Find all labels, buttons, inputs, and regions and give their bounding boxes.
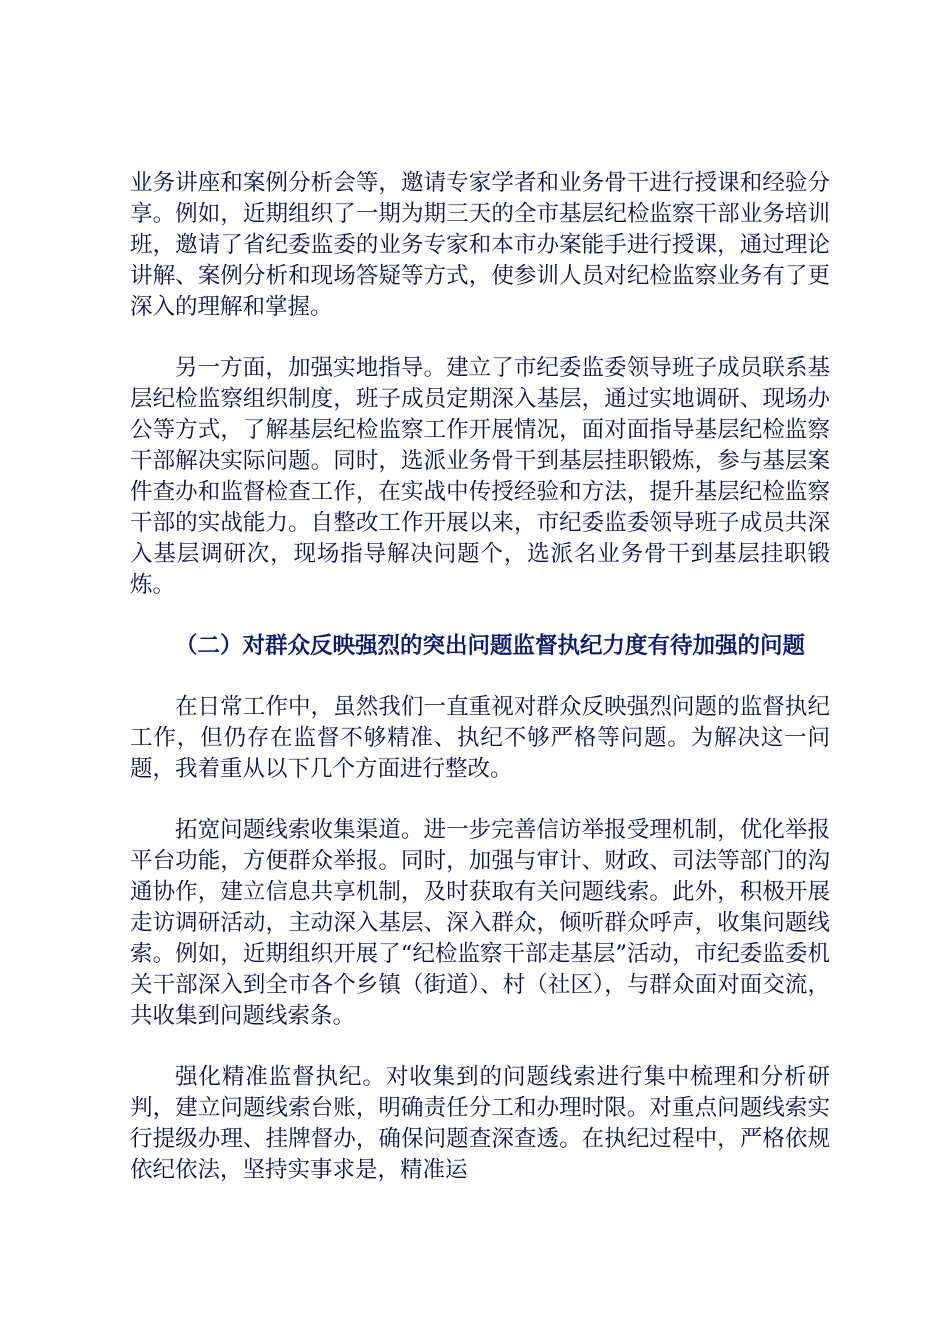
paragraph-precise-supervision: 强化精准监督执纪。对收集到的问题线索进行集中梳理和分析研判，建立问题线索台账，明确责任分工和办理时限。对重点问题线索实行提级办理、挂牌督办，确保问题查深查透。在执纪过程中，严格依规依纪依法，坚持实事求是，精准运 [130, 1064, 830, 1183]
section-heading: （二）对群众反映强烈的突出问题监督执纪力度有待加强的问题 [175, 633, 806, 659]
paragraph-field-guidance: 另一方面，加强实地指导。建立了市纪委监委领导班子成员联系基层纪检监察组织制度，班子成员定期深入基层，通过实地调研、现场办公等方式，了解基层纪检监察工作开展情况，面对面指导基层纪检监察干部解决实际问题。同时，选派业务骨干到基层挂职锻炼，参与基层案件查办和监督检查工作，在实战中传授经验和方法，提升基层纪检监察干部的实战能力。自整改工作开展以来，市纪委监委领导班子成员共深入基层调研次，现场指导解决问题个，选派名业务骨干到基层挂职锻炼。 [130, 355, 830, 598]
paragraph-problem-overview: 在日常工作中，虽然我们一直重视对群众反映强烈问题的监督执纪工作，但仍存在监督不够精准、执纪不够严格等问题。为解决这一问题，我着重从以下几个方面进行整改。 [130, 694, 830, 782]
document-page [130, 168, 830, 1216]
paragraph-training-activities: 业务讲座和案例分析会等，邀请专家学者和业务骨干进行授课和经验分享。例如，近期组织了一期为期三天的全市基层纪检监察干部业务培训班，邀请了省纪委监委的业务专家和本市办案能手进行授课，通过理论讲解、案例分析和现场答疑等方式，使参训人员对纪检监察业务有了更深入的理解和掌握。 [130, 170, 830, 320]
paragraph-clue-channels: 拓宽问题线索收集渠道。进一步完善信访举报受理机制，优化举报平台功能，方便群众举报。同时，加强与审计、财政、司法等部门的沟通协作，建立信息共享机制，及时获取有关问题线索。此外，积极开展走访调研活动，主动深入基层、深入群众，倾听群众呼声，收集问题线索。例如，近期组织开展了“纪检监察干部走基层”活动，市纪委监委机关干部深入到全市各个乡镇（街道）、村（社区），与群众面对面交流，共收集到问题线索条。 [130, 817, 830, 1029]
